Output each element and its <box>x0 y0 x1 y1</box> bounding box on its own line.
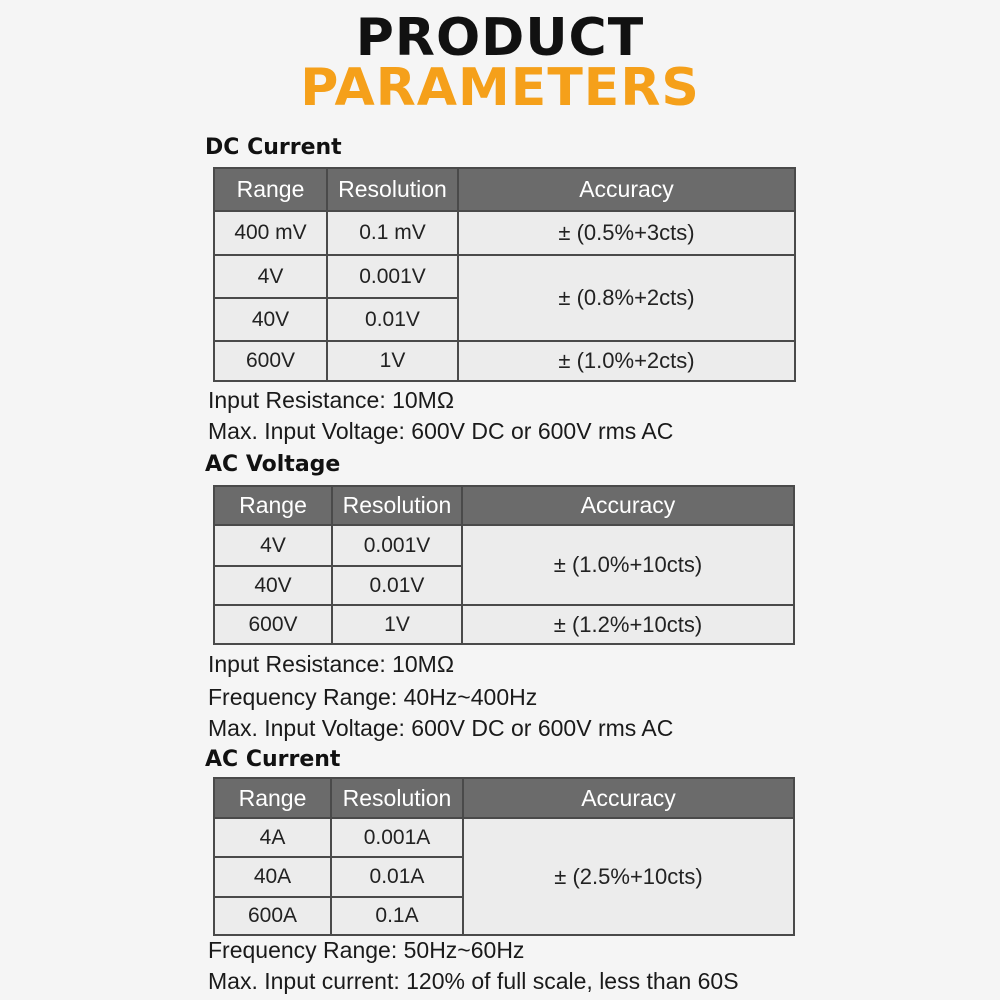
cell-range: 4V <box>214 255 327 298</box>
table-row <box>214 211 795 255</box>
cell-resolution: 1V <box>332 605 462 644</box>
header-range: Range <box>214 778 331 818</box>
note-max-input-current: Max. Input current: 120% of full scale, less than 60S <box>208 968 739 994</box>
cell-range: 4A <box>214 818 331 857</box>
header-accuracy: Accuracy <box>458 168 795 211</box>
table-row <box>214 525 794 566</box>
note-frequency-range: Frequency Range: 40Hz~400Hz <box>208 684 538 710</box>
cell-resolution: 1V <box>327 341 458 381</box>
cell-accuracy: ± (1.0%+2cts) <box>458 341 795 381</box>
table-header-row <box>214 778 794 818</box>
section-title-ac-current: AC Current <box>205 747 341 772</box>
page-title-line1: PRODUCT <box>355 8 645 68</box>
cell-range: 40A <box>214 857 331 897</box>
header-accuracy: Accuracy <box>463 778 794 818</box>
cell-accuracy: ± (0.5%+3cts) <box>458 211 795 255</box>
table-row <box>214 255 795 298</box>
ac-current-table <box>213 777 795 936</box>
cell-range: 600V <box>214 605 332 644</box>
cell-accuracy: ± (1.0%+10cts) <box>462 525 794 605</box>
dc-current-table <box>213 167 796 382</box>
header-accuracy: Accuracy <box>462 486 794 525</box>
note-input-resistance: Input Resistance: 10MΩ <box>208 387 455 413</box>
note-input-resistance: Input Resistance: 10MΩ <box>208 651 455 677</box>
ac-voltage-table <box>213 485 795 645</box>
cell-resolution: 0.1A <box>331 897 463 935</box>
header-range: Range <box>214 168 327 211</box>
cell-resolution: 0.1 mV <box>327 211 458 255</box>
cell-resolution: 0.001A <box>331 818 463 857</box>
table-row <box>214 341 795 381</box>
cell-resolution: 0.001V <box>332 525 462 566</box>
cell-accuracy: ± (2.5%+10cts) <box>463 818 794 935</box>
table-header-row <box>214 168 795 211</box>
note-frequency-range: Frequency Range: 50Hz~60Hz <box>208 937 525 963</box>
header-resolution: Resolution <box>331 778 463 818</box>
section-title-ac-voltage: AC Voltage <box>205 452 341 477</box>
cell-range: 600V <box>214 341 327 381</box>
table-row <box>214 818 794 857</box>
section-title-dc-current: DC Current <box>205 135 342 160</box>
header-resolution: Resolution <box>332 486 462 525</box>
cell-range: 40V <box>214 566 332 605</box>
header-resolution: Resolution <box>327 168 458 211</box>
cell-range: 600A <box>214 897 331 935</box>
cell-resolution: 0.01V <box>332 566 462 605</box>
cell-resolution: 0.001V <box>327 255 458 298</box>
cell-range: 400 mV <box>214 211 327 255</box>
table-header-row <box>214 486 794 525</box>
page-title-line2: PARAMETERS <box>300 58 700 118</box>
cell-accuracy: ± (1.2%+10cts) <box>462 605 794 644</box>
cell-accuracy: ± (0.8%+2cts) <box>458 255 795 341</box>
cell-resolution: 0.01A <box>331 857 463 897</box>
header-range: Range <box>214 486 332 525</box>
note-max-input-voltage: Max. Input Voltage: 600V DC or 600V rms AC <box>208 715 674 741</box>
table-row <box>214 605 794 644</box>
cell-range: 40V <box>214 298 327 341</box>
cell-resolution: 0.01V <box>327 298 458 341</box>
note-max-input-voltage: Max. Input Voltage: 600V DC or 600V rms AC <box>208 418 674 444</box>
cell-range: 4V <box>214 525 332 566</box>
